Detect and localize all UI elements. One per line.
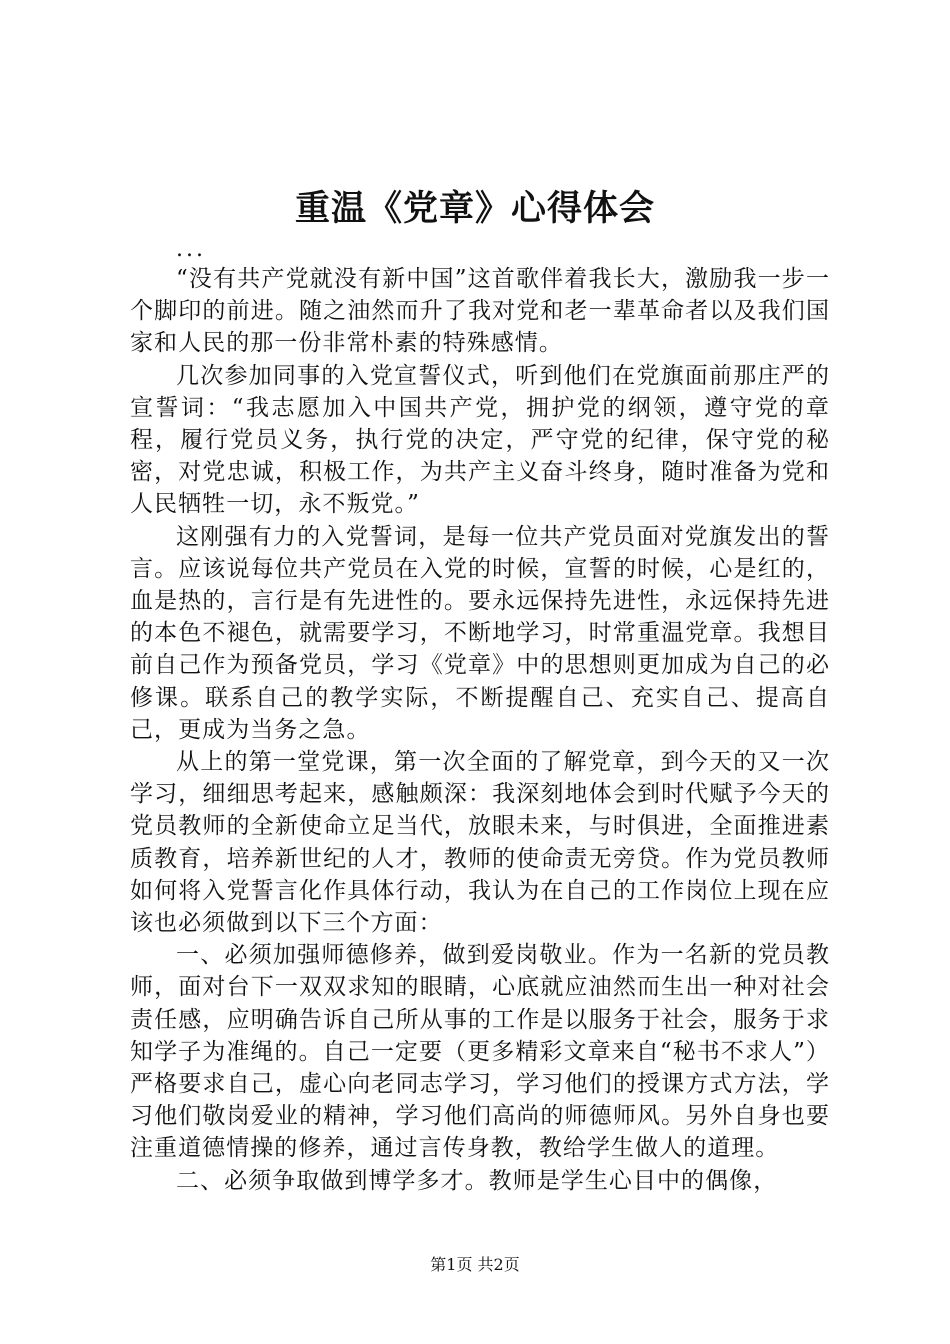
document-title: 重温《党章》心得体会 bbox=[294, 188, 655, 229]
ellipsis-marker: ... bbox=[176, 237, 206, 262]
paragraph-4: 从上的第一堂党课，第一次全面的了解党章，到今天的又一次学习，细细思考起来，感触颇深：我深刻地体会到时代赋予今天的党员教师的全新使命立足当代，放眼未来，与时俱进，全面推进素质教育，培养新世纪的人才，教师的使命责无旁贷。作为党员教师如何将入党誓言化作具体行动，我认为在自己的工作岗位上现在应该也必须做到以下三个方面： bbox=[130, 749, 830, 937]
paragraph-2: 几次参加同事的入党宣誓仪式，听到他们在党旗面前那庄严的宣誓词：“我志愿加入中国共产党，拥护党的纲领，遵守党的章程，履行党员义务，执行党的决定，严守党的纪律，保守党的秘密，对党忠诚，积极工作，为共产主义奋斗终身，随时准备为党和人民牺牲一切，永不叛党。” bbox=[130, 362, 830, 518]
paragraph-5: 一、必须加强师德修养，做到爱岗敬业。作为一名新的党员教师，面对台下一双双求知的眼睛，心底就应油然而生出一种对社会责任感，应明确告诉自己所从事的工作是以服务于社会，服务于求知学子为准绳的。自己一定要（更多精彩文章来自“秘书不求人”）严格要求自己，虚心向老同志学习，学习他们的授课方式方法，学习他们敬岗爱业的精神，学习他们高尚的师德师风。另外自身也要注重道德情操的修养，通过言传身教，教给学生做人的道理。 bbox=[130, 942, 830, 1162]
paragraph-6: 二、必须争取做到博学多才。教师是学生心目中的偶像， bbox=[176, 1167, 778, 1194]
paragraph-1: “没有共产党就没有新中国”这首歌伴着我长大，激励我一步一个脚印的前进。随之油然而升了我对党和老一辈革命者以及我们国家和人民的那一份非常朴素的特殊感情。 bbox=[130, 266, 830, 357]
page-number-footer: 第1页 共2页 bbox=[430, 1255, 520, 1274]
document-body bbox=[130, 263, 830, 1197]
paragraph-3: 这刚强有力的入党誓词，是每一位共产党员面对党旗发出的誓言。应该说每位共产党员在入党的时候，宣誓的时候，心是红的，血是热的，言行是有先进性的。要永远保持先进性，永远保持先进的本色不褪色，就需要学习，不断地学习，时常重温党章。我想目前自己作为预备党员，学习《党章》中的思想则更加成为自己的必修课。联系自己的教学实际，不断提醒自己、充实自己、提高自己，更成为当务之急。 bbox=[130, 523, 830, 743]
